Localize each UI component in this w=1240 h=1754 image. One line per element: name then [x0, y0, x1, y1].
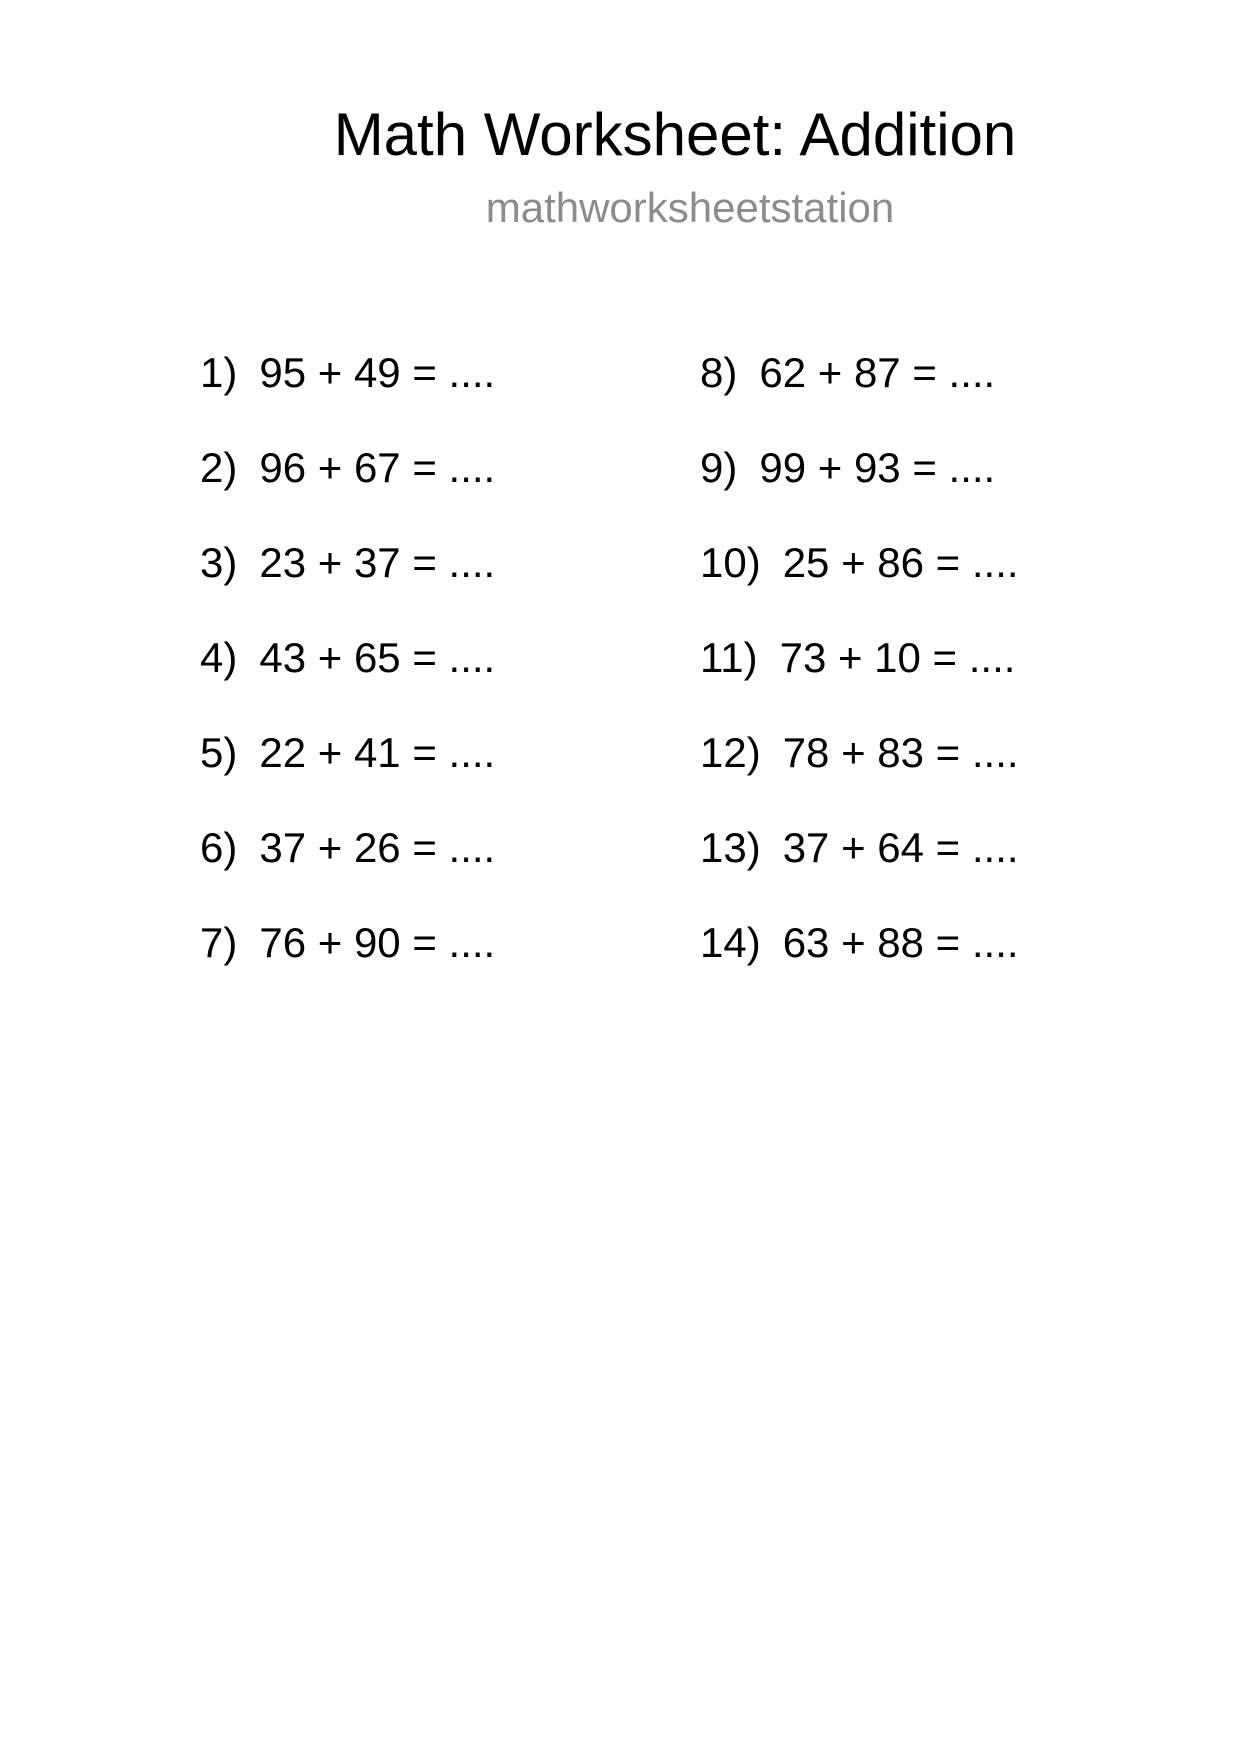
problem-1 — [200, 348, 640, 443]
problem-3 — [200, 538, 640, 633]
problem-12 — [700, 728, 1140, 823]
problem-number: 6) — [200, 824, 238, 871]
problem-number: 2) — [200, 444, 238, 491]
problem-9 — [700, 443, 1140, 538]
problem-number: 13) — [700, 824, 761, 871]
problem-number: 4) — [200, 634, 238, 681]
problem-5 — [200, 728, 640, 823]
problem-expression: 78 + 83 = .... — [782, 729, 1019, 776]
problem-14 — [700, 918, 1140, 1013]
problem-expression: 62 + 87 = .... — [759, 349, 996, 396]
problem-expression: 23 + 37 = .... — [259, 539, 496, 586]
problems-column-left — [200, 348, 640, 1013]
problem-expression: 95 + 49 = .... — [259, 349, 496, 396]
problem-number: 14) — [700, 919, 761, 966]
problem-number: 1) — [200, 349, 238, 396]
problem-expression: 22 + 41 = .... — [259, 729, 496, 776]
problem-expression: 43 + 65 = .... — [259, 634, 496, 681]
problem-4 — [200, 633, 640, 728]
page-subtitle: mathworksheetstation — [485, 184, 895, 231]
problem-number: 5) — [200, 729, 238, 776]
problem-expression: 73 + 10 = .... — [779, 634, 1016, 681]
problems-column-right — [700, 348, 1140, 1013]
problem-number: 12) — [700, 729, 761, 776]
problem-expression: 96 + 67 = .... — [259, 444, 496, 491]
problem-11 — [700, 633, 1140, 728]
problem-number: 11) — [700, 634, 758, 681]
problem-expression: 99 + 93 = .... — [759, 444, 996, 491]
problem-number: 3) — [200, 539, 238, 586]
problem-expression: 37 + 26 = .... — [259, 824, 496, 871]
problem-8 — [700, 348, 1140, 443]
problem-number: 10) — [700, 539, 761, 586]
problem-number: 7) — [200, 919, 238, 966]
page-title: Math Worksheet: Addition — [333, 101, 1017, 168]
problem-number: 9) — [700, 444, 738, 491]
problem-13 — [700, 823, 1140, 918]
problem-expression: 63 + 88 = .... — [782, 919, 1019, 966]
problem-2 — [200, 443, 640, 538]
problem-expression: 37 + 64 = .... — [782, 824, 1019, 871]
problem-expression: 76 + 90 = .... — [259, 919, 496, 966]
problem-number: 8) — [700, 349, 738, 396]
problem-expression: 25 + 86 = .... — [782, 539, 1019, 586]
problem-10 — [700, 538, 1140, 633]
problem-6 — [200, 823, 640, 918]
problem-7 — [200, 918, 640, 1013]
